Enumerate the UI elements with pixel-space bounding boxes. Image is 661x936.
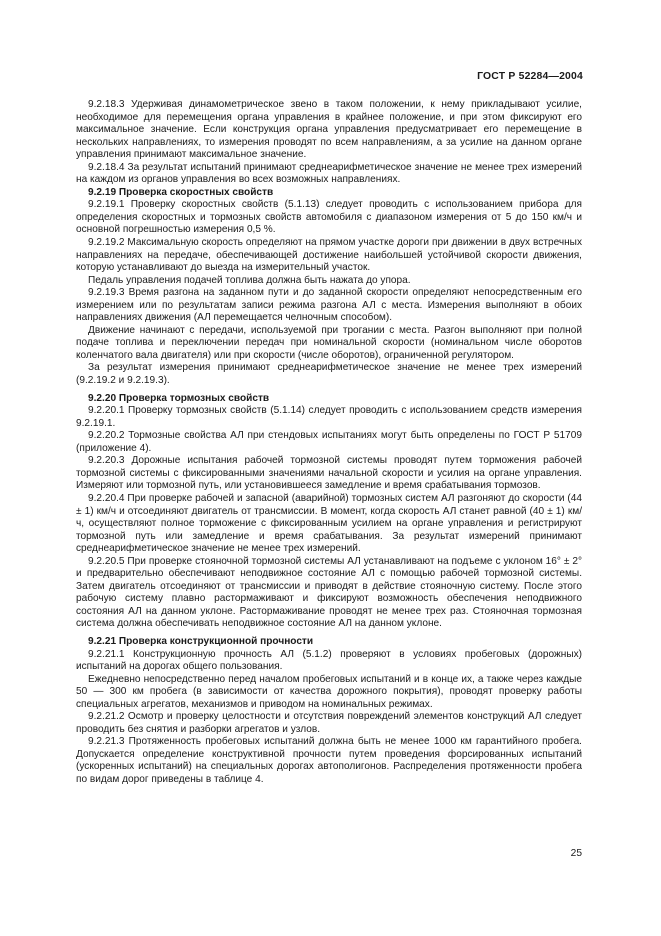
paragraph-9-2-21-3: 9.2.21.3 Протяженность пробеговых испытаний должна быть не менее 1000 км гарантийного пробега. Допускается определение конструктивной прочности путем проведения форсированных испытаний (ускоренных испытаний) на специальных дорогах автополигонов. Распределения протяженности пробега по видам дорог приведены в таблице 4. [76,736,582,785]
paragraph-9-2-20-4: 9.2.20.4 При проверке рабочей и запасной (аварийной) тормозных систем АЛ разгоняют до скорости (44 ± 1) км/ч и отсоединяют двигатель от трансмиссии. В момент, когда скорость АЛ станет равной (40 ± 1) км/ч, осуществляют полное торможение с фиксированным усилием на органе управления и регистрируют тормозной путь или замедление и время срабатывания. За результат измерений принимают среднеарифметическое значение не менее трех измерений. [76,492,582,555]
paragraph-9-2-19-1: 9.2.19.1 Проверку скоростных свойств (5.1.13) следует проводить с использованием прибора для определения скоростных и тормозных свойств автомобиля с диапазоном измерения от 5 до 150 км/ч и основной погрешностью измерения 0,5 %. [76,199,582,236]
paragraph-9-2-19-2: 9.2.19.2 Максимальную скорость определяют на прямом участке дороги при движении в двух встречных направлениях на передаче, обеспечивающей достижение наибольшей устойчивой скорости движения, которую устанавливают до выезда на измерительный участок. [76,237,582,274]
section-heading-9-2-21: 9.2.21 Проверка конструкционной прочности [88,635,314,647]
paragraph-9-2-20-1: 9.2.20.1 Проверку тормозных свойств (5.1.14) следует проводить с использованием средств измерения 9.2.19.1. [76,405,582,429]
paragraph-9-2-18-3: 9.2.18.3 Удерживая динамометрическое звено в таком положении, к нему прикладывают усилие, необходимое для перемещения органа управления в крайнее положение, и при этом фиксируют его максимальное значение. Если конструкция органа управления предусматривает его перемещение в нескольких направлениях, то измерения проводят по всем направлениям, а за усилие на данном органе управления принимают максимальное значение. [76,99,582,161]
paragraph-9-2-20-3: 9.2.20.3 Дорожные испытания рабочей тормозной системы проводят путем торможения рабочей тормозной системы с фиксированными значениями начальной скорости и усилия на органе управления. Измеряют или тормозной путь, или установившееся замедление и время срабатывания тормозов. [76,455,582,492]
paragraph-daily-check: Ежедневно непосредственно перед началом пробеговых испытаний и в конце их, а также через каждые 50 — 300 км пробега (в зависимости от качества дорожного покрытия), проводят проверку работы специальных агрегатов, механизмов и приводом на номинальных режимах. [76,673,582,710]
section-heading-9-2-20: 9.2.20 Проверка тормозных свойств [88,392,270,404]
paragraph-9-2-19-3: 9.2.19.3 Время разгона на заданном пути и до заданной скорости определяют непосредственным его измерением или по результатам записи режима разгона АЛ с места. Измерения выполняют в обоих направлениях движения (АЛ перемещается челночным способом). [76,287,582,324]
paragraph-9-2-20-2: 9.2.20.2 Тормозные свойства АЛ при стендовых испытаниях могут быть определены по ГОСТ Р 51709 (приложение 4). [76,430,582,454]
paragraph-9-2-21-2: 9.2.21.2 Осмотр и проверку целостности и отсутствия повреждений элементов конструкций АЛ следует проводить без снятия и разборки агрегатов и узлов. [76,711,582,735]
paragraph-9-2-20-5: 9.2.20.5 При проверке стояночной тормозной системы АЛ устанавливают на подъеме с уклоном 16° ± 2° и предварительно обеспечивают неподвижное состояние АЛ с помощью рабочей тормозной системы. Затем двигатель отсоединяют от трансмиссии и приводят в действие стояночную систему. После этого рабочую систему плавно растормаживают и фиксируют возможность обеспечения неподвижного состояния АЛ на данном уклоне. Растормаживание проводят не менее трех раз. Стояночная тормозная система должна обеспечивать неподвижное состояние АЛ на данном уклоне. [76,555,582,630]
section-heading-9-2-19: 9.2.19 Проверка скоростных свойств [88,186,274,198]
document-body [76,99,582,787]
paragraph-motion-start: Движение начинают с передачи, используемой при трогании с места. Разгон выполняют при полной подаче топлива и переключении передач при номинальной скорости (номинальном числе оборотов коленчатого вала двигателя) или при скорости (числе оборотов), ограниченной регулятором. [76,324,582,361]
paragraph-measurement-result: За результат измерения принимают среднеарифметическое значение не менее трех измерений (9.2.19.2 и 9.2.19.3). [76,362,582,387]
paragraph-fuel-pedal: Педаль управления подачей топлива должна быть нажата до упора. [88,274,411,286]
page-number: 25 [570,848,582,859]
paragraph-9-2-18-4: 9.2.18.4 За результат испытаний принимают среднеарифметическое значение не менее трех измерений на каждом из органов управления во всех возможных направлениях. [76,161,582,186]
paragraph-9-2-21-1: 9.2.21.1 Конструкционную прочность АЛ (5.1.2) проверяют в условиях пробеговых (дорожных) испытаний на дорогах общего пользования. [76,648,582,673]
document-header: ГОСТ Р 52284—2004 [477,71,583,82]
